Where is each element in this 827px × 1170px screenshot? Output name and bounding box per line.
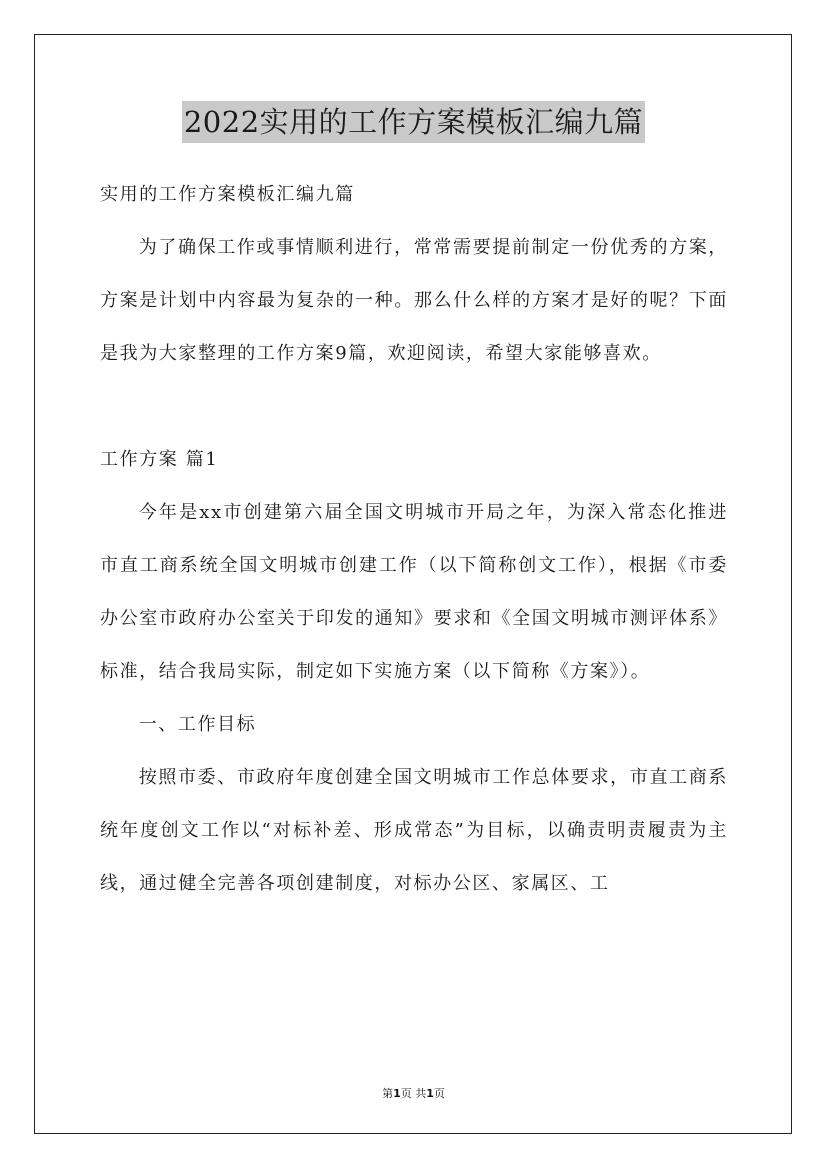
document-title: 2022实用的工作方案模板汇编九篇 <box>182 101 645 143</box>
section-heading: 工作方案 篇1 <box>100 449 219 470</box>
footer-prefix: 第 <box>382 1087 394 1100</box>
footer-mid: 页 共 <box>400 1087 427 1100</box>
intro-paragraph: 为了确保工作或事情顺利进行，常常需要提前制定一份优秀的方案，方案是计划中内容最为复杂的一种。那么什么样的方案才是好的呢？下面是我为大家整理的工作方案9篇，欢迎阅读，希望大家能够喜欢。 <box>100 237 728 364</box>
body-paragraph-1: 今年是xx市创建第六届全国文明城市开局之年，为深入常态化推进市直工商系统全国文明城市创建工作（以下简称创文工作），根据《市委办公室市政府办公室关于印发的通知》要求和《全国文明城市测评体系》标准，结合我局实际，制定如下实施方案（以下简称《方案》）。 <box>100 502 728 682</box>
title-container <box>0 101 827 143</box>
paragraph-gap <box>100 380 728 433</box>
footer-page-total: 1 <box>426 1087 434 1100</box>
document-body <box>100 168 728 910</box>
footer-suffix: 页 <box>433 1087 445 1100</box>
subheading-goals: 一、工作目标 <box>138 714 257 735</box>
footer-page-number: 1 <box>393 1087 401 1100</box>
document-subtitle: 实用的工作方案模板汇编九篇 <box>100 184 355 205</box>
page-footer <box>0 1085 827 1101</box>
body-paragraph-2: 按照市委、市政府年度创建全国文明城市工作总体要求，市直工商系统年度创文工作以“对标补差、形成常态”为目标，以确责明责履责为主线，通过健全完善各项创建制度，对标办公区、家属区、工 <box>100 767 728 894</box>
